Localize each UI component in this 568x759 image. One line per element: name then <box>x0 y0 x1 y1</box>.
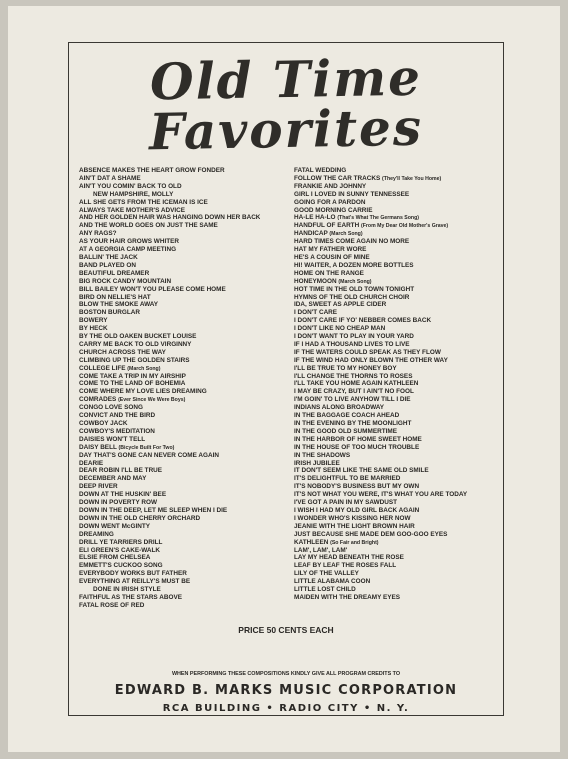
song-title-text: IN THE SHADOWS <box>294 451 351 459</box>
song-title-text: DEARIE <box>79 459 104 467</box>
song-title <box>79 547 260 555</box>
song-title <box>79 554 260 562</box>
song-title-text: AND THE WORLD GOES ON JUST THE SAME <box>79 222 218 230</box>
song-title-text: DOWN AT THE HUSKIN' BEE <box>79 491 167 499</box>
song-title-text: FOLLOW THE CAR TRACKS <box>294 174 381 182</box>
song-title-text: LAM', LAM', LAM' <box>294 546 348 554</box>
song-title-text: HOT TIME IN THE OLD TOWN TONIGHT <box>294 285 415 293</box>
song-title-text: AT A GEORGIA CAMP MEETING <box>79 246 177 254</box>
song-title <box>79 238 260 246</box>
song-title <box>79 491 260 499</box>
song-title-text: IDA, SWEET AS APPLE CIDER <box>294 301 387 309</box>
song-title-text: HOME ON THE RANGE <box>294 269 364 277</box>
song-title <box>79 317 260 325</box>
credit-notice: WHEN PERFORMING THESE COMPOSITIONS KINDLY GIVE ALL PROGRAM CREDITS TO <box>171 671 401 677</box>
song-title-text: COWBOY JACK <box>79 420 128 427</box>
song-title-text: DAISIES WON'T TELL <box>79 435 146 443</box>
song-title-text: HARD TIMES COME AGAIN NO MORE <box>294 238 410 246</box>
song-title <box>79 294 260 302</box>
song-title <box>294 286 467 294</box>
song-title <box>79 562 260 570</box>
song-title <box>294 523 467 531</box>
song-title-text: LEAF BY LEAF THE ROSES FALL <box>294 562 397 570</box>
song-title-text: HA-LE HA-LO <box>294 214 336 222</box>
song-title <box>294 214 467 222</box>
song-title-text: AIN'T DAT A SHAME <box>79 174 141 182</box>
song-title <box>294 349 467 357</box>
song-title-text: BILL BAILEY WON'T YOU PLEASE COME HOME <box>79 285 226 293</box>
song-title <box>294 222 467 230</box>
song-title <box>79 602 260 610</box>
song-title <box>294 167 467 175</box>
song-title-text: IRISH JUBILEE <box>294 459 340 467</box>
song-title <box>294 460 467 468</box>
song-title <box>294 594 467 602</box>
song-title <box>79 586 260 594</box>
song-title-text: HONEYMOON <box>294 277 337 285</box>
song-title <box>294 547 467 555</box>
song-title <box>79 254 260 262</box>
song-title <box>294 467 467 475</box>
song-title <box>294 207 467 215</box>
song-title <box>79 214 260 222</box>
song-title-text: I WONDER WHO'S KISSING HER NOW <box>294 514 411 522</box>
song-title <box>79 175 260 183</box>
song-title-text: ELI GREEN'S CAKE-WALK <box>79 546 161 554</box>
sheet-music-back-cover <box>8 6 560 752</box>
song-title <box>294 428 467 436</box>
song-title-text: DONE IN IRISH STYLE <box>93 586 161 594</box>
song-title <box>294 380 467 388</box>
song-title-text: DOWN IN THE DEEP, LET ME SLEEP WHEN I DIE <box>79 506 228 514</box>
song-title <box>294 294 467 302</box>
song-title-text: BY HECK <box>79 325 108 333</box>
song-title <box>79 262 260 270</box>
song-title-text: CONGO LOVE SONG <box>79 404 143 412</box>
song-title-text: DAISY BELL <box>79 443 117 451</box>
song-title <box>294 412 467 420</box>
song-title-text: DOWN IN POVERTY ROW <box>79 499 157 507</box>
song-title-text: IN THE HOUSE OF TOO MUCH TROUBLE <box>294 443 420 451</box>
song-subtitle-note: (That's What The Germans Song) <box>337 215 419 222</box>
song-title-text: BIG ROCK CANDY MOUNTAIN <box>79 277 172 285</box>
song-title-text: DREAMING <box>79 530 114 538</box>
song-title <box>294 578 467 586</box>
song-list-right <box>294 167 467 602</box>
song-title-text: COMRADES <box>79 396 117 404</box>
song-title <box>79 341 260 349</box>
song-title-text: IF I HAD A THOUSAND LIVES TO LIVE <box>294 340 410 348</box>
song-title-text: BOWERY <box>79 317 108 325</box>
song-title <box>79 467 260 475</box>
song-title <box>79 349 260 357</box>
song-title <box>294 570 467 578</box>
song-title-text: I'M GOIN' TO LIVE ANYHOW TILL I DIE <box>294 396 411 404</box>
publisher-address: RCA BUILDING • RADIO CITY • N. Y. <box>162 703 410 714</box>
song-title <box>79 460 260 468</box>
song-title <box>79 420 260 428</box>
song-title <box>79 309 260 317</box>
song-title <box>79 523 260 531</box>
song-title <box>79 444 260 452</box>
song-title <box>294 507 467 515</box>
song-title <box>294 341 467 349</box>
song-title-text: MAIDEN WITH THE DREAMY EYES <box>294 593 401 601</box>
song-title <box>294 183 467 191</box>
song-title-text: HE'S A COUSIN OF MINE <box>294 253 370 261</box>
song-title <box>79 594 260 602</box>
song-title-text: I MAY BE CRAZY, BUT I AIN'T NO FOOL <box>294 388 414 396</box>
song-subtitle-note: (March Song) <box>127 365 161 372</box>
song-title-text: DECEMBER AND MAY <box>79 475 147 483</box>
song-title-text: ALWAYS TAKE MOTHER'S ADVICE <box>79 206 186 214</box>
song-title-text: HI! WAITER, A DOZEN MORE BOTTLES <box>294 261 414 269</box>
song-title-text: IT DON'T SEEM LIKE THE SAME OLD SMILE <box>294 467 429 475</box>
song-title <box>79 483 260 491</box>
song-title-text: I DON'T CARE <box>294 309 338 317</box>
song-title <box>79 286 260 294</box>
song-title <box>294 539 467 547</box>
song-title <box>294 483 467 491</box>
song-title <box>294 325 467 333</box>
song-title <box>294 309 467 317</box>
song-title <box>79 380 260 388</box>
song-title-text: DRILL YE TARRIERS DRILL <box>79 538 163 546</box>
song-title-text: DEAR ROBIN I'LL BE TRUE <box>79 467 163 475</box>
song-title-text: GIRL I LOVED IN SUNNY TENNESSEE <box>294 190 410 198</box>
song-title <box>79 199 260 207</box>
song-title <box>79 412 260 420</box>
song-title-text: IN THE EVENING BY THE MOONLIGHT <box>294 420 412 427</box>
title-line-2: Favorites <box>148 97 424 162</box>
song-title-text: AND HER GOLDEN HAIR WAS HANGING DOWN HER BACK <box>79 214 261 222</box>
song-title-text: JEANIE WITH THE LIGHT BROWN HAIR <box>294 522 415 530</box>
song-title-text: HANDICAP <box>294 230 328 238</box>
song-title <box>79 333 260 341</box>
price-text: PRICE 50 CENTS EACH <box>238 625 334 635</box>
song-title-text: ANY RAGS? <box>79 230 117 238</box>
song-title-text: IF THE WATERS COULD SPEAK AS THEY FLOW <box>294 348 441 356</box>
song-title-text: LITTLE ALABAMA COON <box>294 578 371 586</box>
song-title-text: I DON'T CARE IF YO' NEBBER COMES BACK <box>294 317 432 325</box>
song-title-text: COWBOY'S MEDITATION <box>79 427 155 435</box>
song-title-text: HANDFUL OF EARTH <box>294 222 360 230</box>
song-title <box>294 436 467 444</box>
song-title <box>294 230 467 238</box>
song-title <box>294 388 467 396</box>
song-title <box>294 554 467 562</box>
song-title-text: ALL SHE GETS FROM THE ICEMAN IS ICE <box>79 198 208 206</box>
song-title <box>79 191 260 199</box>
song-title <box>294 278 467 286</box>
song-title <box>294 491 467 499</box>
song-title <box>79 183 260 191</box>
song-title-text: I DON'T LIKE NO CHEAP MAN <box>294 325 386 333</box>
song-title-text: IF THE WIND HAD ONLY BLOWN THE OTHER WAY <box>294 356 448 364</box>
song-subtitle-note: (Ever Since We Were Boys) <box>118 397 186 404</box>
song-title <box>294 191 467 199</box>
song-title-text: COME TO THE LAND OF BOHEMIA <box>79 380 186 388</box>
song-title <box>294 499 467 507</box>
song-title <box>79 357 260 365</box>
song-title-text: BOSTON BURGLAR <box>79 309 140 317</box>
song-title-text: ABSENCE MAKES THE HEART GROW FONDER <box>79 167 225 174</box>
song-title-text: IN THE GOOD OLD SUMMERTIME <box>294 427 397 435</box>
song-title-text: I WISH I HAD MY OLD GIRL BACK AGAIN <box>294 506 420 514</box>
song-title-text: BAND PLAYED ON <box>79 261 136 269</box>
song-title <box>294 452 467 460</box>
song-title-text: GOOD MORNING CARRIE <box>294 206 373 214</box>
song-title-text: BEAUTIFUL DREAMER <box>79 269 150 277</box>
song-title-text: I'LL BE TRUE TO MY HONEY BOY <box>294 364 397 372</box>
song-title-text: COME TAKE A TRIP IN MY AIRSHIP <box>79 372 186 380</box>
song-title <box>294 262 467 270</box>
song-title-text: CARRY ME BACK TO OLD VIRGINNY <box>79 340 192 348</box>
song-title-text: LILY OF THE VALLEY <box>294 570 359 578</box>
song-title-text: EMMETT'S CUCKOO SONG <box>79 562 163 570</box>
song-title <box>294 444 467 452</box>
song-title <box>294 238 467 246</box>
song-title <box>79 301 260 309</box>
song-title <box>79 222 260 230</box>
song-subtitle-note: (They'll Take You Home) <box>382 175 442 182</box>
song-title-text: BIRD ON NELLIE'S HAT <box>79 293 151 301</box>
song-title <box>294 357 467 365</box>
song-title <box>79 531 260 539</box>
song-title-text: LAY MY HEAD BENEATH THE ROSE <box>294 554 404 562</box>
publisher-name: EDWARD B. MARKS MUSIC CORPORATION <box>114 683 458 698</box>
song-title-text: IT'S NOT WHAT YOU WERE, IT'S WHAT YOU ARE TODAY <box>294 491 468 499</box>
song-title <box>294 246 467 254</box>
song-title <box>294 515 467 523</box>
song-list-left <box>79 167 260 610</box>
song-title <box>79 246 260 254</box>
song-title-text: DOWN IN THE OLD CHERRY ORCHARD <box>79 514 201 522</box>
song-subtitle-note: (From My Dear Old Mother's Grave) <box>361 223 449 230</box>
song-title-text: COLLEGE LIFE <box>79 364 126 372</box>
song-title <box>79 388 260 396</box>
song-title <box>79 499 260 507</box>
song-title-text: KATHLEEN <box>294 538 329 546</box>
song-title-text: NEW HAMPSHIRE, MOLLY <box>93 190 174 198</box>
song-title <box>294 270 467 278</box>
song-title <box>79 578 260 586</box>
song-title <box>79 515 260 523</box>
title-line-1: Old Time <box>149 47 423 112</box>
song-title-text: FRANKIE AND JOHNNY <box>294 182 367 190</box>
song-title <box>79 167 260 175</box>
song-title <box>294 365 467 373</box>
song-title <box>294 317 467 325</box>
song-title-text: FATAL ROSE OF RED <box>79 601 145 609</box>
song-title <box>79 278 260 286</box>
song-title <box>79 325 260 333</box>
song-title-text: DAY THAT'S GONE CAN NEVER COME AGAIN <box>79 451 219 459</box>
song-title <box>294 420 467 428</box>
song-title-text: I DON'T WANT TO PLAY IN YOUR YARD <box>294 333 414 341</box>
song-subtitle-note: (Bicycle Built For Two) <box>118 444 175 451</box>
song-title-text: GOING FOR A PARDON <box>294 198 366 206</box>
song-title-text: AIN'T YOU COMIN' BACK TO OLD <box>79 182 182 190</box>
song-title <box>294 175 467 183</box>
song-title <box>294 475 467 483</box>
song-title <box>79 452 260 460</box>
song-title <box>79 475 260 483</box>
song-title <box>79 507 260 515</box>
song-title <box>294 301 467 309</box>
song-title-text: EVERYTHING AT REILLY'S MUST BE <box>79 578 191 586</box>
song-title <box>294 404 467 412</box>
song-title-text: I'LL TAKE YOU HOME AGAIN KATHLEEN <box>294 380 419 388</box>
song-title <box>79 230 260 238</box>
song-title-text: HYMNS OF THE OLD CHURCH CHOIR <box>294 293 410 301</box>
song-title <box>79 404 260 412</box>
song-title-text: CONVICT AND THE BIRD <box>79 412 156 420</box>
song-title <box>294 254 467 262</box>
song-title <box>79 373 260 381</box>
song-title-text: JUST BECAUSE SHE MADE DEM GOO-GOO EYES <box>294 530 448 538</box>
song-title-text: ELSIE FROM CHELSEA <box>79 554 151 562</box>
song-title-text: IN THE HARBOR OF HOME SWEET HOME <box>294 435 422 443</box>
song-title <box>294 373 467 381</box>
song-title <box>294 562 467 570</box>
song-title <box>79 207 260 215</box>
song-title-text: HAT MY FATHER WORE <box>294 246 367 254</box>
song-title-text: DOWN WENT McGINTY <box>79 522 151 530</box>
song-title <box>79 396 260 404</box>
song-title-text: COME WHERE MY LOVE LIES DREAMING <box>79 388 207 396</box>
song-title <box>294 333 467 341</box>
song-title-text: BALLIN' THE JACK <box>79 253 138 261</box>
song-title-text: I'LL CHANGE THE THORNS TO ROSES <box>294 372 413 380</box>
song-title-text: INDIANS ALONG BROADWAY <box>294 404 385 412</box>
song-subtitle-note: (March Song) <box>338 278 372 285</box>
song-title-text: IT'S NOBODY'S BUSINESS BUT MY OWN <box>294 483 420 491</box>
song-title-text: CLIMBING UP THE GOLDEN STAIRS <box>79 356 190 364</box>
song-title-text: LITTLE LOST CHILD <box>294 586 356 594</box>
song-title-text: EVERYBODY WORKS BUT FATHER <box>79 570 187 578</box>
song-title <box>294 396 467 404</box>
song-subtitle-note: (So Fair and Bright) <box>330 539 379 546</box>
song-title <box>79 365 260 373</box>
song-title-text: AS YOUR HAIR GROWS WHITER <box>79 238 180 246</box>
song-title-text: IN THE BAGGAGE COACH AHEAD <box>294 412 400 420</box>
song-title <box>79 270 260 278</box>
song-title <box>294 531 467 539</box>
song-title-text: FAITHFUL AS THE STARS ABOVE <box>79 593 182 601</box>
song-title-text: DEEP RIVER <box>79 483 118 491</box>
song-title <box>79 570 260 578</box>
song-title <box>79 539 260 547</box>
content-frame <box>68 42 504 716</box>
song-title-text: FATAL WEDDING <box>294 167 347 174</box>
song-title <box>79 436 260 444</box>
song-title-text: BY THE OLD OAKEN BUCKET LOUISE <box>79 333 197 341</box>
song-title-text: IT'S DELIGHTFUL TO BE MARRIED <box>294 475 401 483</box>
song-title <box>294 586 467 594</box>
song-title <box>294 199 467 207</box>
song-title-text: CHURCH ACROSS THE WAY <box>79 348 166 356</box>
song-title <box>79 428 260 436</box>
song-title-text: I'VE GOT A PAIN IN MY SAWDUST <box>294 499 398 507</box>
song-subtitle-note: (March Song) <box>329 231 363 238</box>
song-title-text: BLOW THE SMOKE AWAY <box>79 301 159 309</box>
